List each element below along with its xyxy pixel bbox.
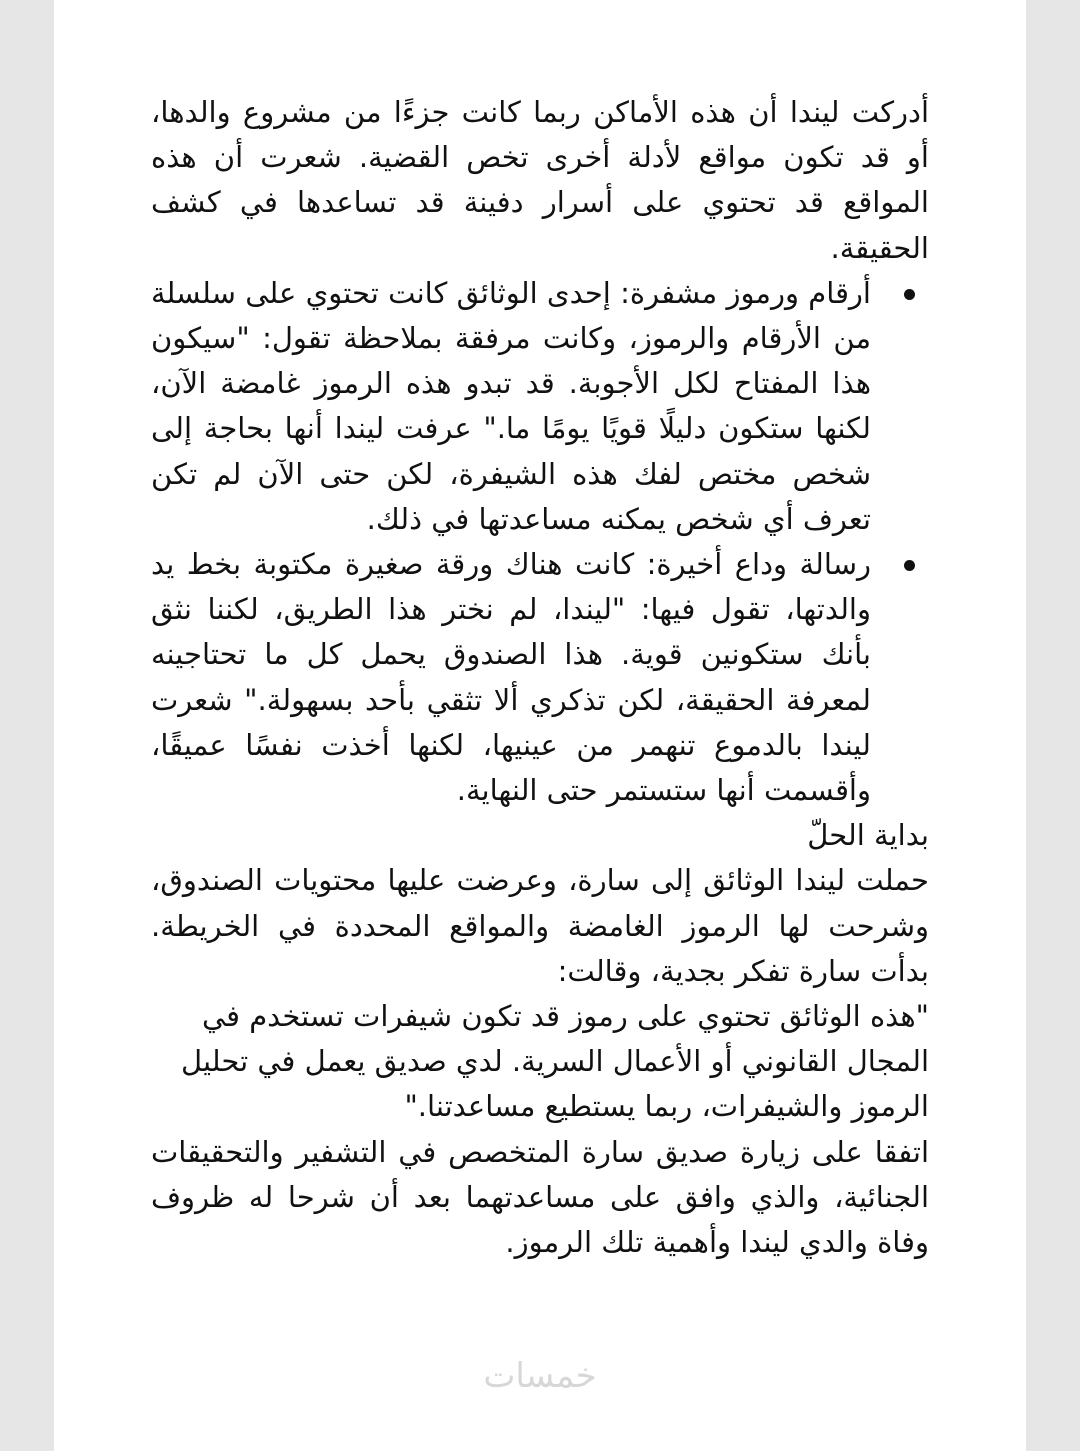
watermark-logo: خمسات <box>483 1356 597 1396</box>
paragraph-sara: حملت ليندا الوثائق إلى سارة، وعرضت عليها محتويات الصندوق، وشرحت لها الرموز الغامضة والمواقع المحددة في الخريطة. بدأت سارة تفكر بجدية، وقالت: <box>151 863 929 988</box>
list-item <box>151 271 929 542</box>
bullet-icon <box>904 560 915 571</box>
bullet-list <box>151 271 929 813</box>
quote-paragraph: "هذه الوثائق تحتوي على رموز قد تكون شيفرات تستخدم في المجال القانوني أو الأعمال السرية. لدي صديق يعمل في تحليل الرموز والشيفرات، ربما يستطيع مساعدتنا." <box>181 999 929 1124</box>
section-heading: بداية الحلّ <box>807 818 929 853</box>
document-body <box>151 90 929 1265</box>
bullet-icon <box>904 289 915 300</box>
list-item-text: رسالة وداع أخيرة: كانت هناك ورقة صغيرة مكتوبة بخط يد والدتها، تقول فيها: "ليندا، لم نختر هذا الطريق، لكننا نثق بأنك ستكونين قوية. هذا الصندوق يحمل كل ما تحتاجينه لمعرفة الحقيقة، لكن تذكري ألا تثقي بأحد بسهولة." شعرت ليندا بالدموع تنهمر من عينيها، لكنها أخذت نفسًا عميقًا، وأقسمت أنها ستستمر حتى النهاية. <box>151 547 871 808</box>
document-page <box>54 0 1026 1451</box>
list-item <box>151 542 929 813</box>
paragraph-friend: اتفقا على زيارة صديق سارة المتخصص في التشفير والتحقيقات الجنائية، والذي وافق على مساعدتهما بعد أن شرحا له ظروف وفاة والدي ليندا وأهمية تلك الرموز. <box>151 1134 929 1260</box>
list-item-text: أرقام ورموز مشفرة: إحدى الوثائق كانت تحتوي على سلسلة من الأرقام والرموز، وكانت مرفقة بملاحظة تقول: "سيكون هذا المفتاح لكل الأجوبة. قد تبدو هذه الرموز غامضة الآن، لكنها ستكون دليلًا قويًا يومًا ما." عرفت ليندا أنها بحاجة إلى شخص مختص لفك هذه الشيفرة، لكن حتى الآن لم تكن تعرف أي شخص يمكنه مساعدتها في ذلك. <box>151 275 871 536</box>
intro-paragraph: أدركت ليندا أن هذه الأماكن ربما كانت جزءًا من مشروع والدها، أو قد تكون مواقع لأدلة أخرى تخص القضية. شعرت أن هذه المواقع قد تحتوي على أسرار دفينة قد تساعدها في كشف الحقيقة. <box>151 95 929 265</box>
